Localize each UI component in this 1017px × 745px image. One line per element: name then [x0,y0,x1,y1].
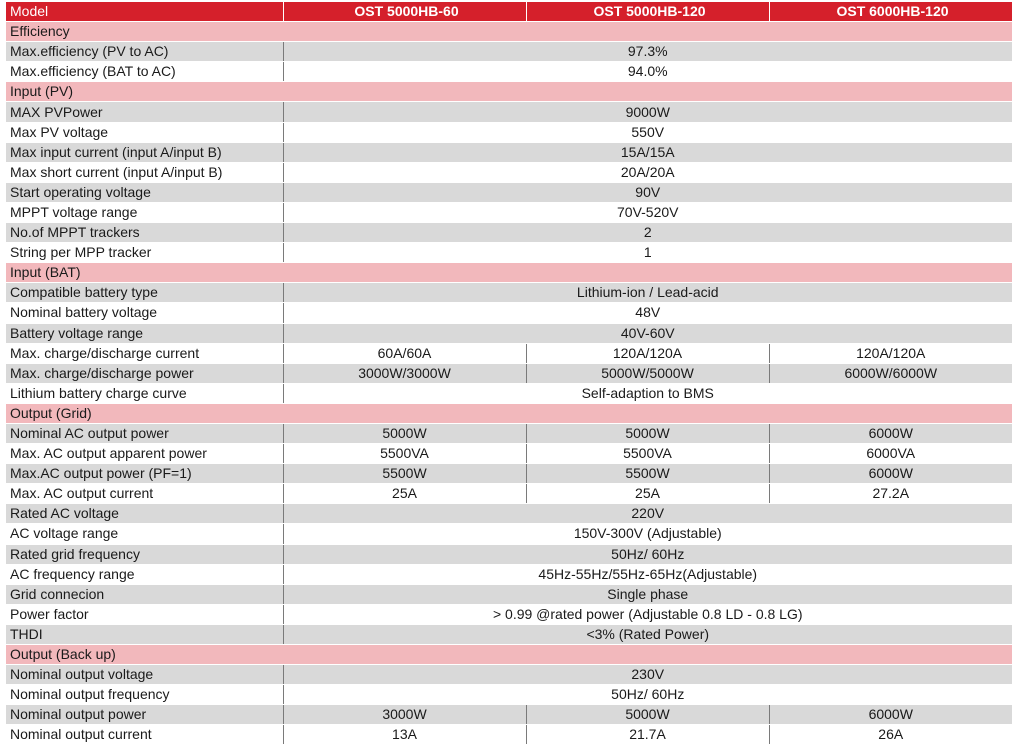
table-row [6,624,1012,644]
table-row [6,343,1012,363]
spec-value-shared: 48V [283,303,1012,323]
spec-value: 120A/120A [526,343,769,363]
table-row [6,202,1012,222]
spec-label: Max. AC output apparent power [6,444,283,464]
table-row [6,604,1012,624]
spec-value: 5000W/5000W [526,363,769,383]
table-row [6,584,1012,604]
spec-label: Lithium battery charge curve [6,383,283,403]
spec-label: Nominal battery voltage [6,303,283,323]
spec-value: 25A [283,484,526,504]
table-row [6,283,1012,303]
table-row [6,62,1012,82]
spec-value-shared: 220V [283,504,1012,524]
spec-label: Nominal AC output power [6,423,283,443]
table-row [6,685,1012,705]
spec-value-shared: 45Hz-55Hz/55Hz-65Hz(Adjustable) [283,564,1012,584]
table-row [6,564,1012,584]
table-row [6,464,1012,484]
spec-label: Compatible battery type [6,283,283,303]
model-column-header: OST 6000HB-120 [769,2,1012,22]
spec-value: 5500W [526,464,769,484]
spec-label: THDI [6,624,283,644]
spec-value: 27.2A [769,484,1012,504]
spec-table-body [6,22,1012,745]
spec-value-shared: 15A/15A [283,142,1012,162]
table-row [6,243,1012,263]
table-row [6,122,1012,142]
section-title: Input (PV) [6,82,1012,102]
spec-value: 5000W [526,423,769,443]
spec-label: No.of MPPT trackers [6,223,283,243]
spec-label: Grid connecion [6,584,283,604]
model-column-header: OST 5000HB-120 [526,2,769,22]
spec-value-shared: 50Hz/ 60Hz [283,544,1012,564]
spec-label: Nominal output power [6,705,283,725]
spec-value-shared: 230V [283,665,1012,685]
spec-label: Max. AC output current [6,484,283,504]
spec-value-shared: 50Hz/ 60Hz [283,685,1012,705]
table-row [6,142,1012,162]
table-row [6,665,1012,685]
spec-label: Max.efficiency (PV to AC) [6,42,283,62]
spec-value: 5500VA [526,444,769,464]
table-row [6,484,1012,504]
spec-label: AC voltage range [6,524,283,544]
table-row [6,323,1012,343]
section-header-row [6,403,1012,423]
spec-value-shared: > 0.99 @rated power (Adjustable 0.8 LD - 0.8 LG) [283,604,1012,624]
section-header-row [6,82,1012,102]
model-header: Model [6,2,283,22]
spec-label: String per MPP tracker [6,243,283,263]
spec-label: Nominal output current [6,725,283,745]
spec-label: MAX PVPower [6,102,283,122]
spec-label: Battery voltage range [6,323,283,343]
table-row [6,162,1012,182]
spec-value: 6000W [769,423,1012,443]
spec-value-shared: 70V-520V [283,202,1012,222]
spec-value: 6000W [769,705,1012,725]
spec-value-shared: 40V-60V [283,323,1012,343]
spec-label: Rated grid frequency [6,544,283,564]
spec-value-shared: 2 [283,223,1012,243]
table-row [6,303,1012,323]
spec-value: 5500VA [283,444,526,464]
section-title: Efficiency [6,22,1012,42]
table-row [6,524,1012,544]
spec-value: 5000W [526,705,769,725]
section-title: Output (Back up) [6,645,1012,665]
spec-value: 6000VA [769,444,1012,464]
spec-value: 26A [769,725,1012,745]
spec-value-shared: Self-adaption to BMS [283,383,1012,403]
spec-label: Start operating voltage [6,182,283,202]
model-column-header: OST 5000HB-60 [283,2,526,22]
section-header-row [6,22,1012,42]
spec-value: 21.7A [526,725,769,745]
table-row [6,182,1012,202]
spec-value: 3000W [283,705,526,725]
spec-value-shared: Lithium-ion / Lead-acid [283,283,1012,303]
spec-value: 13A [283,725,526,745]
section-title: Output (Grid) [6,403,1012,423]
spec-label: Max. charge/discharge power [6,363,283,383]
spec-label: AC frequency range [6,564,283,584]
spec-label: Max short current (input A/input B) [6,162,283,182]
table-row [6,504,1012,524]
table-row [6,725,1012,745]
table-row [6,383,1012,403]
spec-label: Max.efficiency (BAT to AC) [6,62,283,82]
spec-table-header [6,2,1012,22]
spec-value: 5000W [283,423,526,443]
header-row [6,2,1012,22]
spec-label: Max PV voltage [6,122,283,142]
section-header-row [6,263,1012,283]
spec-value-shared: <3% (Rated Power) [283,624,1012,644]
spec-label: Power factor [6,604,283,624]
spec-value-shared: 90V [283,182,1012,202]
spec-label: Max input current (input A/input B) [6,142,283,162]
table-row [6,544,1012,564]
spec-value-shared: Single phase [283,584,1012,604]
table-row [6,223,1012,243]
spec-value-shared: 97.3% [283,42,1012,62]
table-row [6,102,1012,122]
spec-value-shared: 550V [283,122,1012,142]
spec-label: MPPT voltage range [6,202,283,222]
spec-value-shared: 94.0% [283,62,1012,82]
section-title: Input (BAT) [6,263,1012,283]
spec-value: 3000W/3000W [283,363,526,383]
spec-label: Rated AC voltage [6,504,283,524]
table-row [6,363,1012,383]
spec-value: 120A/120A [769,343,1012,363]
spec-value: 6000W/6000W [769,363,1012,383]
table-row [6,444,1012,464]
spec-label: Max. charge/discharge current [6,343,283,363]
spec-label: Max.AC output power (PF=1) [6,464,283,484]
spec-value-shared: 20A/20A [283,162,1012,182]
spec-value: 25A [526,484,769,504]
spec-value: 5500W [283,464,526,484]
spec-label: Nominal output voltage [6,665,283,685]
spec-label: Nominal output frequency [6,685,283,705]
section-header-row [6,645,1012,665]
spec-value-shared: 1 [283,243,1012,263]
spec-value: 6000W [769,464,1012,484]
spec-value: 60A/60A [283,343,526,363]
table-row [6,423,1012,443]
table-row [6,705,1012,725]
spec-value-shared: 9000W [283,102,1012,122]
table-row [6,42,1012,62]
spec-table [6,2,1013,745]
spec-value-shared: 150V-300V (Adjustable) [283,524,1012,544]
